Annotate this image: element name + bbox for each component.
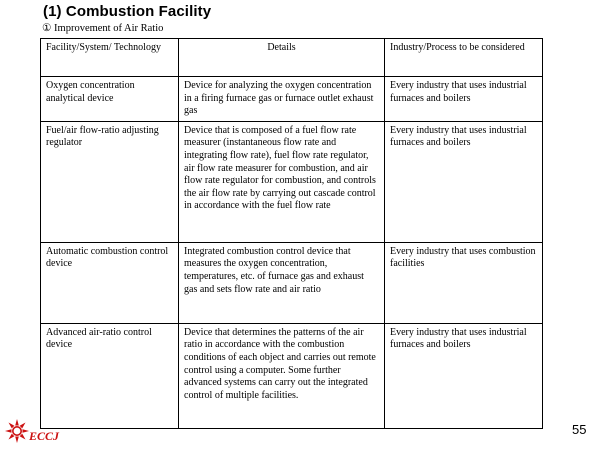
cell-details: Device that is composed of a fuel flow rate measurer (instantaneous flow rate and integrating flow rate), fuel flow rate regulator, air flow rate measurer for combustion, and air flow rate regulator for combustion, and controls the air flow rate by carrying out cascade control in accordance with the fuel flow rate xyxy=(179,121,385,242)
cell-facility: Automatic combustion control device xyxy=(41,242,179,323)
table-row xyxy=(41,121,543,242)
logo-text: ECCJ xyxy=(29,429,60,443)
header-industry: Industry/Process to be considered xyxy=(385,39,543,77)
cell-industry: Every industry that uses industrial furnaces and boilers xyxy=(385,77,543,122)
facility-table-container xyxy=(40,38,542,429)
table-row xyxy=(41,242,543,323)
page-number: 55 xyxy=(572,422,587,437)
cell-details: Device that determines the patterns of the air ratio in accordance with the combustion conditions of each object and carries out remote control using a computer. Some further advanced systems can carry out the integrated control of multiple facilities. xyxy=(179,323,385,428)
table-row xyxy=(41,77,543,122)
cell-industry: Every industry that uses industrial furnaces and boilers xyxy=(385,323,543,428)
cell-facility: Advanced air-ratio control device xyxy=(41,323,179,428)
cell-facility: Oxygen concentration analytical device xyxy=(41,77,179,122)
cell-details: Device for analyzing the oxygen concentration in a firing furnace gas or furnace outlet exhaust gas xyxy=(179,77,385,122)
section-subtitle: ① Improvement of Air Ratio xyxy=(42,23,164,34)
table-row xyxy=(41,323,543,428)
header-details: Details xyxy=(179,39,385,77)
facility-table xyxy=(40,38,543,429)
cell-details: Integrated combustion control device that measures the oxygen concentration, temperatures, etc. of furnace gas and exhaust gas and sets flow rate and air ratio xyxy=(179,242,385,323)
header-facility: Facility/System/ Technology xyxy=(41,39,179,77)
table-header-row xyxy=(41,39,543,77)
cell-industry: Every industry that uses combustion facilities xyxy=(385,242,543,323)
cell-facility: Fuel/air flow-ratio adjusting regulator xyxy=(41,121,179,242)
cell-industry: Every industry that uses industrial furnaces and boilers xyxy=(385,121,543,242)
page-title: (1) Combustion Facility xyxy=(43,3,212,20)
